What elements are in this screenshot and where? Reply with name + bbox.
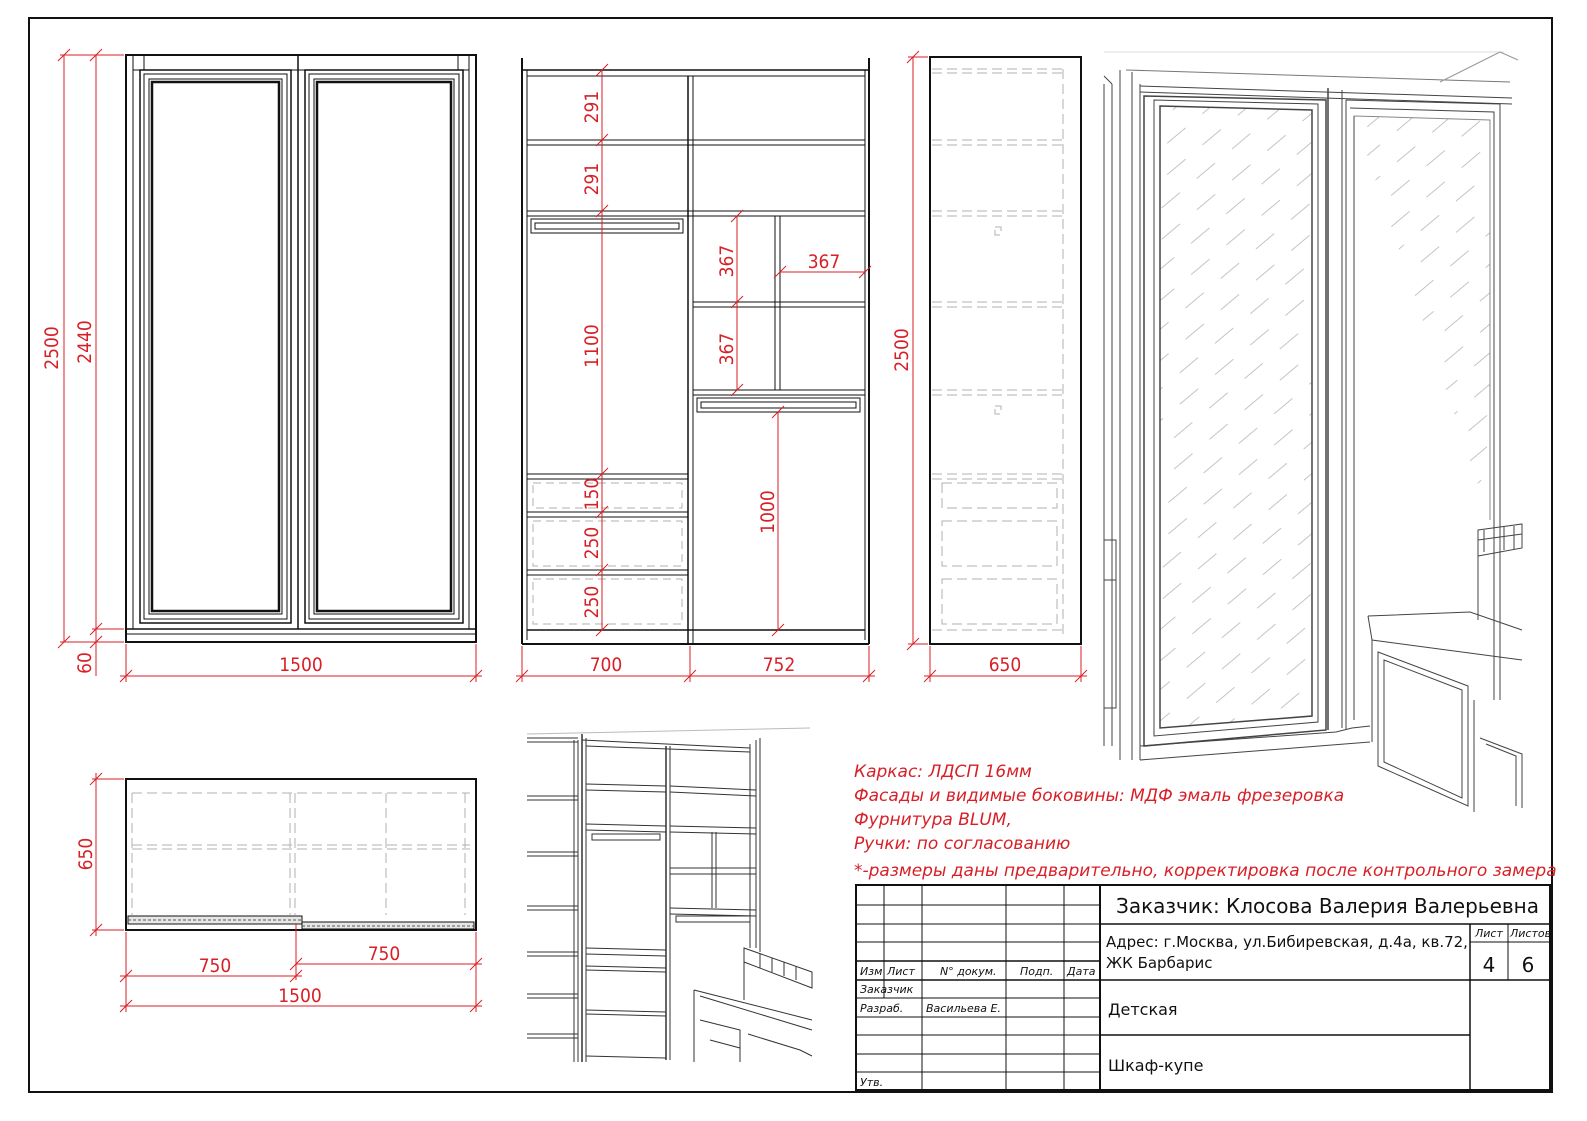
dim-plan-door-left: 750 bbox=[198, 955, 232, 977]
dim-drawer-2: 250 bbox=[581, 526, 603, 560]
dim-width-left: 700 bbox=[589, 654, 623, 676]
dim-box-2: 367 bbox=[716, 332, 738, 366]
dim-side-height: 2500 bbox=[891, 328, 913, 372]
dim-shelf-2: 291 bbox=[581, 162, 603, 196]
title-developer-name: Васильева Е. bbox=[926, 1002, 1001, 1015]
title-address-line1: Адрес: г.Москва, ул.Бибиревская, д.4а, кв.72, bbox=[1106, 933, 1468, 951]
dim-front-width: 1500 bbox=[279, 654, 323, 676]
title-room: Детская bbox=[1108, 1000, 1178, 1019]
title-row-customer: Заказчик bbox=[860, 983, 914, 996]
plan-view bbox=[126, 779, 476, 930]
dim-box-1: 367 bbox=[716, 244, 738, 278]
internal-drawers-hidden bbox=[533, 483, 682, 624]
dim-front-body-height: 2440 bbox=[74, 320, 96, 364]
title-address-line2: ЖК Барбарис bbox=[1106, 954, 1213, 972]
front-door-left bbox=[140, 70, 291, 623]
note-facades: Фасады и видимые боковины: МДФ эмаль фрезеровка bbox=[854, 786, 1345, 806]
front-dimensions bbox=[58, 49, 482, 682]
title-item: Шкаф-купе bbox=[1108, 1056, 1204, 1075]
side-dimensions bbox=[907, 51, 1087, 682]
internal-view bbox=[522, 58, 869, 644]
front-door-right bbox=[305, 70, 463, 623]
note-hardware: Фурнитура BLUM, bbox=[854, 810, 1012, 830]
plan-dimensions bbox=[90, 773, 482, 1012]
dim-plan-depth: 650 bbox=[75, 837, 97, 871]
title-sheets-label: Листов bbox=[1510, 927, 1552, 940]
dim-hanging-right: 1000 bbox=[757, 490, 779, 534]
dim-drawer-1: 150 bbox=[581, 477, 603, 511]
dim-side-depth: 650 bbox=[988, 654, 1022, 676]
note-preliminary: *-размеры даны предварительно, корректировка после контрольного замера bbox=[854, 861, 1557, 881]
title-col-doc: N° докум. bbox=[940, 965, 997, 978]
dim-width-right: 752 bbox=[762, 654, 796, 676]
dim-hanging-left: 1100 bbox=[581, 324, 603, 368]
title-col-date: Дата bbox=[1067, 965, 1096, 978]
dim-plan-width: 1500 bbox=[278, 985, 322, 1007]
dim-box-width: 367 bbox=[807, 251, 841, 273]
title-col-izm: Изм bbox=[860, 965, 883, 978]
title-row-approved: Утв. bbox=[860, 1076, 884, 1089]
title-row-developer: Разраб. bbox=[860, 1002, 904, 1015]
dim-shelf-1: 291 bbox=[581, 90, 603, 124]
perspective-render-open bbox=[527, 728, 812, 1062]
dim-plan-door-right: 750 bbox=[367, 943, 401, 965]
title-col-sign: Подп. bbox=[1020, 965, 1054, 978]
side-view bbox=[930, 57, 1081, 644]
dim-front-plinth: 60 bbox=[74, 652, 96, 674]
dim-front-overall-height: 2500 bbox=[41, 326, 63, 370]
notes bbox=[854, 762, 1557, 881]
internal-dimensions bbox=[516, 64, 875, 682]
note-frame-material: Каркас: ЛДСП 16мм bbox=[854, 762, 1032, 782]
title-sheet-label: Лист bbox=[1475, 927, 1503, 940]
title-col-list: Лист bbox=[887, 965, 915, 978]
title-sheets-total: 6 bbox=[1521, 953, 1535, 977]
note-handles: Ручки: по согласованию bbox=[854, 834, 1071, 854]
title-sheet-number: 4 bbox=[1482, 953, 1496, 977]
dim-drawer-3: 250 bbox=[581, 585, 603, 619]
front-view bbox=[126, 55, 476, 642]
perspective-render-closed bbox=[1104, 52, 1522, 812]
title-customer: Заказчик: Клосова Валерия Валерьевна bbox=[1116, 894, 1540, 918]
